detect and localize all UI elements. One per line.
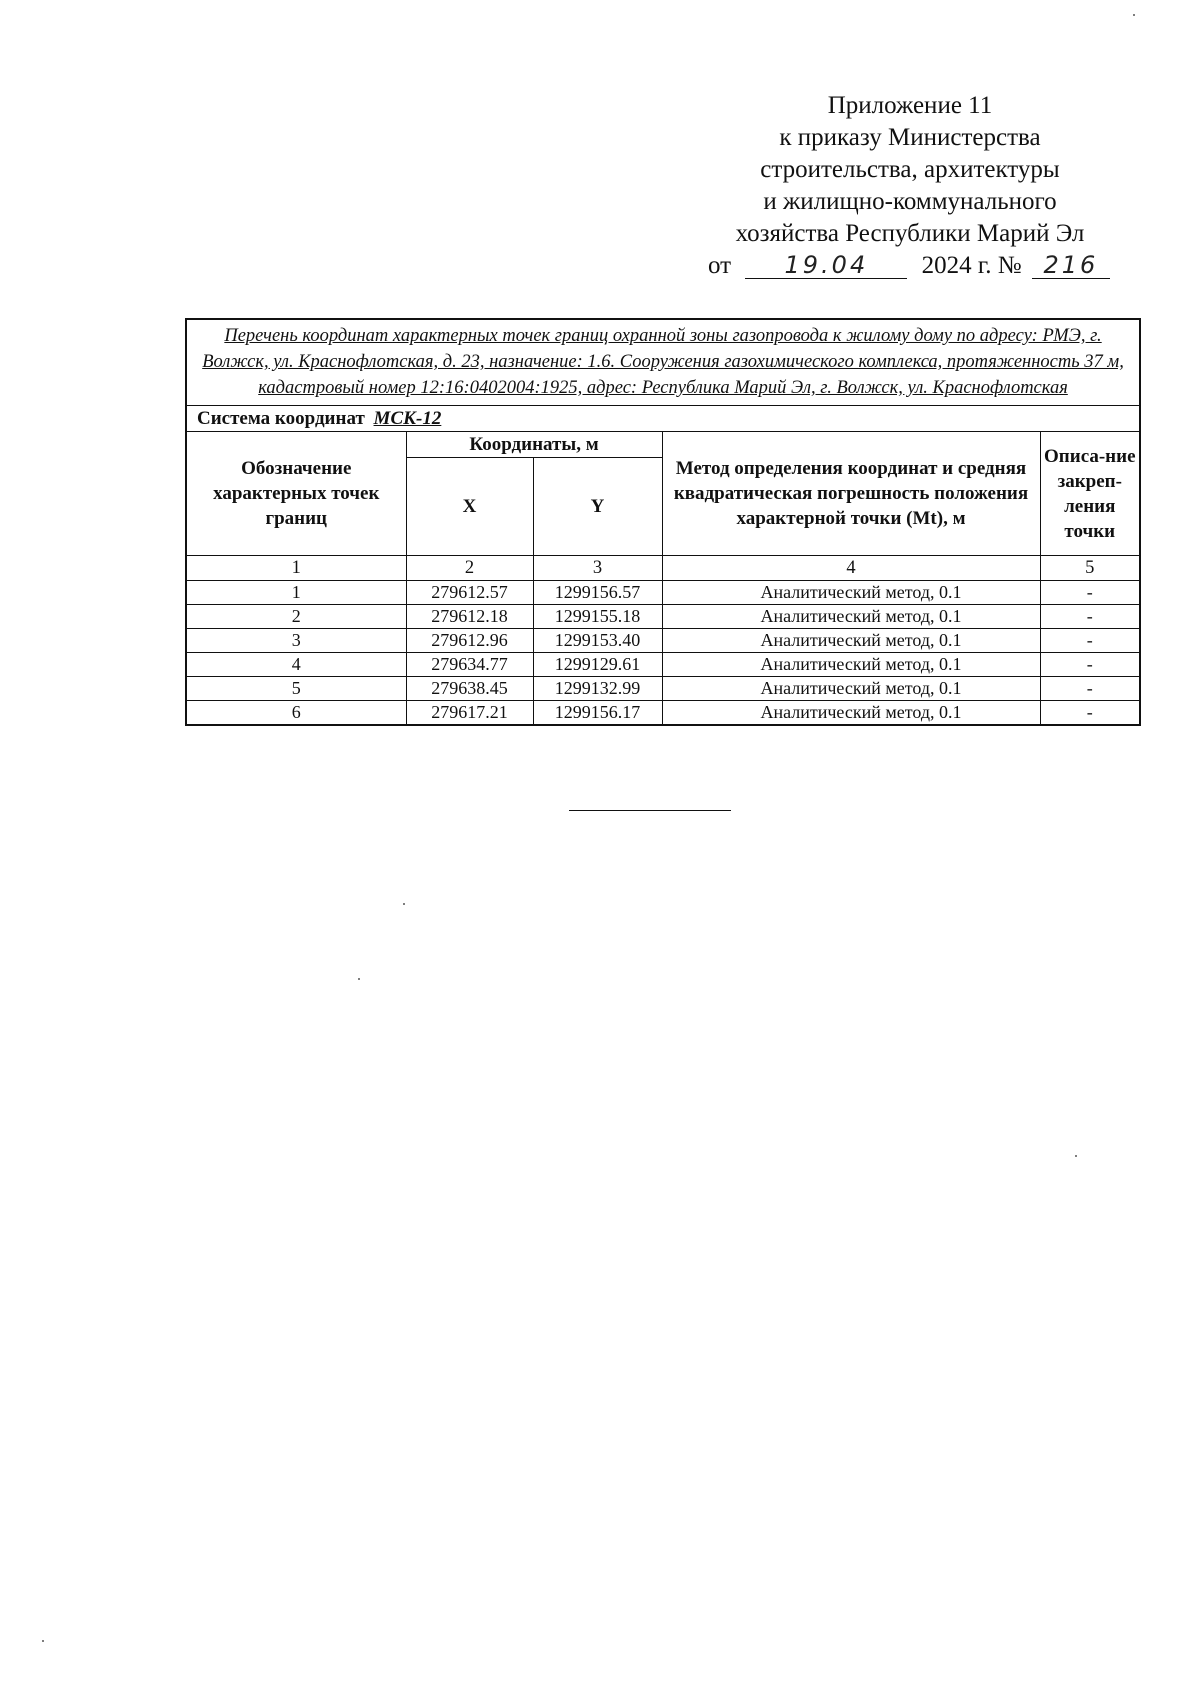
- closing-rule: [569, 810, 731, 811]
- description-cell: -: [1040, 701, 1140, 726]
- y-cell: 1299156.57: [533, 581, 662, 605]
- y-cell: 1299156.17: [533, 701, 662, 726]
- coordinate-system-value: МСК-12: [373, 408, 442, 429]
- year-and-number-label: 2024 г. №: [921, 252, 1022, 279]
- header-point: Обозначение характерных точек границ: [186, 432, 406, 556]
- appendix-line-2: к приказу Министерства: [779, 124, 1041, 151]
- method-cell: Аналитический метод, 0.1: [662, 701, 1040, 726]
- appendix-line-3: строительства, архитектуры: [760, 156, 1060, 183]
- column-number: 3: [533, 556, 662, 581]
- table-row: [186, 629, 1140, 653]
- x-cell: 279612.18: [406, 605, 533, 629]
- y-cell: 1299129.61: [533, 653, 662, 677]
- method-cell: Аналитический метод, 0.1: [662, 677, 1040, 701]
- header-description: Описа-ние закреп-ления точки: [1040, 432, 1140, 556]
- handwritten-order-number: 216: [1032, 252, 1110, 279]
- scan-speck: [1075, 1155, 1077, 1157]
- header-coords: Координаты, м: [406, 432, 662, 458]
- method-cell: Аналитический метод, 0.1: [662, 653, 1040, 677]
- point-cell: 1: [186, 581, 406, 605]
- method-cell: Аналитический метод, 0.1: [662, 581, 1040, 605]
- description-cell: -: [1040, 629, 1140, 653]
- description-cell: -: [1040, 581, 1140, 605]
- scan-speck: [403, 903, 405, 905]
- y-cell: 1299132.99: [533, 677, 662, 701]
- column-number: 5: [1040, 556, 1140, 581]
- table-row: [186, 581, 1140, 605]
- scan-speck: [42, 1640, 44, 1642]
- description-cell: -: [1040, 677, 1140, 701]
- header-y: Y: [533, 458, 662, 556]
- point-cell: 3: [186, 629, 406, 653]
- description-cell: -: [1040, 653, 1140, 677]
- point-cell: 6: [186, 701, 406, 726]
- scan-speck: [1133, 14, 1135, 16]
- appendix-line-1: Приложение 11: [827, 92, 993, 119]
- order-date-line: [690, 250, 1130, 282]
- point-cell: 5: [186, 677, 406, 701]
- y-cell: 1299153.40: [533, 629, 662, 653]
- column-number: 4: [662, 556, 1040, 581]
- y-cell: 1299155.18: [533, 605, 662, 629]
- date-prefix: от: [708, 252, 732, 279]
- coordinates-table: [185, 318, 1141, 726]
- header-method: Метод определения координат и средняя квадратическая погрешность положения характерной точки (Mt), м: [662, 432, 1040, 556]
- point-cell: 2: [186, 605, 406, 629]
- column-number-row: [186, 556, 1140, 581]
- x-cell: 279617.21: [406, 701, 533, 726]
- coordinate-system-label: Система координат: [197, 408, 365, 429]
- table-title: Перечень координат характерных точек границ охранной зоны газопровода к жилому дому по адресу: РМЭ, г. Волжск, ул. Краснофлотская, д. 23, назначение: 1.6. Сооружения газохимического комплекса, протяженность 37 м, кадастровый номер 12:16:0402004:1925, адрес: Республика Марий Эл, г. Волжск, ул. Краснофлотская: [186, 319, 1140, 406]
- column-number: 1: [186, 556, 406, 581]
- point-cell: 4: [186, 653, 406, 677]
- table-row: [186, 677, 1140, 701]
- x-cell: 279612.57: [406, 581, 533, 605]
- header-x: X: [406, 458, 533, 556]
- scan-speck: [358, 978, 360, 980]
- appendix-line-5: хозяйства Республики Марий Эл: [735, 220, 1085, 247]
- appendix-header: [690, 90, 1130, 282]
- x-cell: 279638.45: [406, 677, 533, 701]
- table-row: [186, 701, 1140, 726]
- method-cell: Аналитический метод, 0.1: [662, 605, 1040, 629]
- description-cell: -: [1040, 605, 1140, 629]
- table-row: [186, 605, 1140, 629]
- appendix-line-4: и жилищно-коммунального: [763, 188, 1057, 215]
- x-cell: 279612.96: [406, 629, 533, 653]
- handwritten-date: 19.04: [745, 252, 907, 279]
- x-cell: 279634.77: [406, 653, 533, 677]
- method-cell: Аналитический метод, 0.1: [662, 629, 1040, 653]
- table-row: [186, 653, 1140, 677]
- coordinate-system-row: [186, 406, 1140, 432]
- column-number: 2: [406, 556, 533, 581]
